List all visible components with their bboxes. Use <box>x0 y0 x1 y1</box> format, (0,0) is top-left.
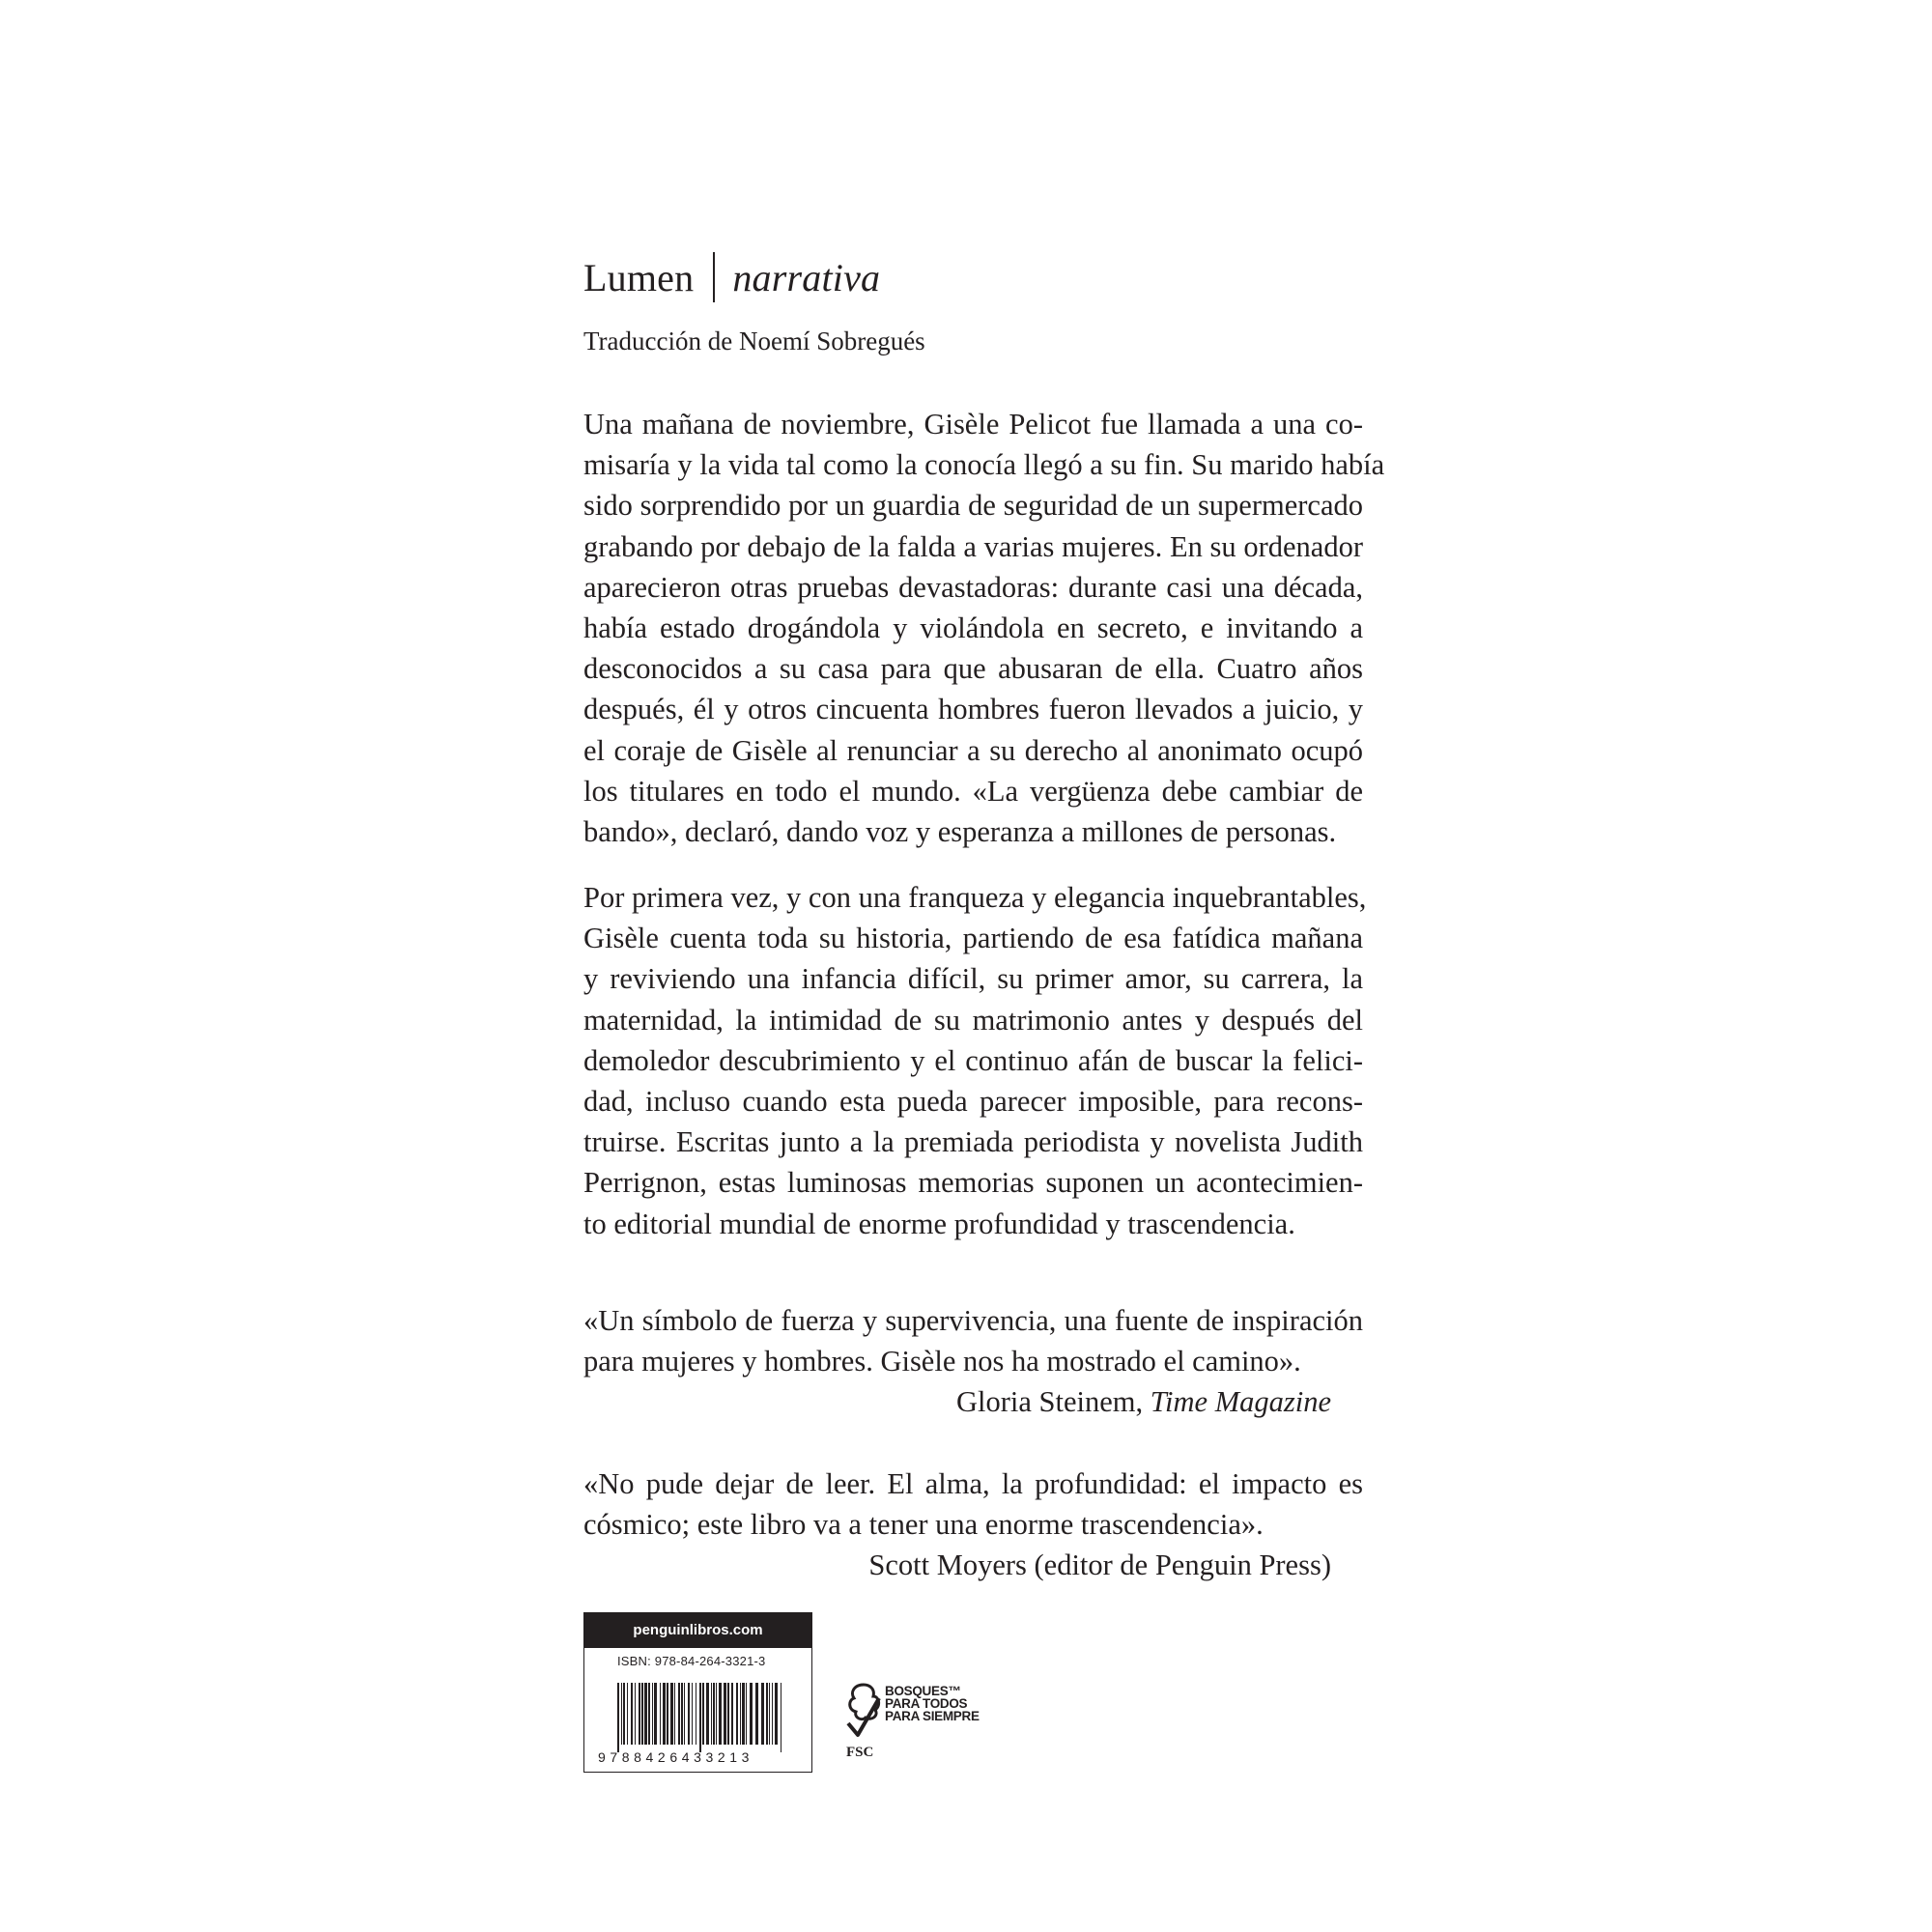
barcode-bar <box>667 1683 668 1745</box>
blurb-line: grabando por debajo de la falda a varias mujeres. En su ordenador <box>583 529 1363 563</box>
publisher-name: Lumen <box>583 255 695 299</box>
barcode-bar <box>742 1683 745 1745</box>
barcode-bar <box>674 1683 675 1745</box>
translator-credit: Traducción de Noemí Sobregués <box>583 327 925 355</box>
barcode-bar <box>750 1683 753 1745</box>
barcode-bar <box>670 1683 673 1745</box>
barcode-graphic <box>584 1613 813 1774</box>
blurb-line: los titulares en todo el mundo. «La vergüenza debe cambiar de <box>583 774 1363 808</box>
fsc-slogan-line: PARA SIEMPRE <box>885 1709 980 1723</box>
blurb-line: Perrignon, estas luminosas memorias suponen un acontecimien- <box>583 1166 1363 1200</box>
blurb-line: y reviviendo una infancia difícil, su primer amor, su carrera, la <box>583 962 1363 996</box>
quote-author: Scott Moyers (editor de Penguin Press) <box>868 1548 1331 1582</box>
barcode-bar <box>641 1683 643 1745</box>
tree-check-icon <box>842 1679 885 1743</box>
barcode-bar <box>702 1683 704 1745</box>
blurb-paragraph-1 <box>583 404 1385 852</box>
blurb-line: misaría y la vida tal como la conocía llegó a su fin. Su marido había <box>583 448 1385 482</box>
quote-source: Time Magazine <box>1150 1385 1331 1419</box>
blurb-line: Una mañana de noviembre, Gisèle Pelicot fue llamada a una co- <box>583 408 1363 440</box>
barcode-bar <box>692 1683 693 1745</box>
publisher-website: penguinlibros.com <box>584 1613 811 1648</box>
blurb-line: dad, incluso cuando esta pueda parecer imposible, para recons- <box>583 1085 1363 1119</box>
blurb-line: maternidad, la intimidad de su matrimonio antes y después del <box>583 1003 1363 1037</box>
barcode-bar <box>617 1683 619 1752</box>
barcode-bar <box>772 1683 773 1745</box>
barcode-bar <box>684 1683 685 1745</box>
barcode-bar <box>681 1683 683 1745</box>
barcode-bar <box>652 1683 653 1745</box>
blurb-paragraph-2 <box>583 877 1367 1244</box>
barcode-bar <box>727 1683 729 1745</box>
quote-line: «Un símbolo de fuerza y supervivencia, una fuente de inspiración <box>583 1304 1363 1337</box>
barcode-bar <box>740 1683 741 1745</box>
barcode-bar <box>731 1683 733 1745</box>
barcode-bar <box>706 1683 709 1745</box>
quote-line: cósmico; este libro va a tener una enorme trascendencia». <box>583 1508 1264 1542</box>
barcode-bar <box>678 1683 680 1745</box>
barcode-bar <box>644 1683 647 1745</box>
barcode-bar <box>724 1683 726 1745</box>
barcode-bar <box>775 1683 778 1745</box>
blurb-line: Gisèle cuenta toda su historia, partiendo de esa fatídica mañana <box>583 922 1363 955</box>
barcode-bar <box>713 1683 715 1745</box>
isbn-label: ISBN: 978-84-264-3321-3 <box>617 1654 766 1668</box>
blurb-line: aparecieron otras pruebas devastadoras: durante casi una década, <box>583 570 1363 604</box>
imprint-logo <box>583 253 880 301</box>
blurb-line: Por primera vez, y con una franqueza y elegancia inquebrantables, <box>583 881 1367 914</box>
barcode-bar <box>635 1683 636 1745</box>
quote-line: «No pude dejar de leer. El alma, la profundidad: el impacto es <box>583 1467 1363 1500</box>
barcode-bar <box>654 1683 657 1745</box>
barcode-bar <box>623 1683 625 1745</box>
barcode-bar <box>719 1683 722 1745</box>
barcode-bar <box>755 1683 758 1745</box>
quote-attribution <box>583 1381 1363 1422</box>
quote-attribution <box>583 1545 1363 1585</box>
fsc-logo <box>842 1679 1007 1766</box>
barcode-bar <box>699 1683 701 1752</box>
isbn-barcode-box <box>583 1612 812 1773</box>
review-quote-2 <box>583 1463 1363 1586</box>
barcode-bar <box>663 1683 666 1745</box>
barcode-digits: 9788426433213 <box>598 1749 754 1765</box>
barcode-bar <box>711 1683 712 1745</box>
barcode-bar <box>621 1683 622 1745</box>
barcode-bar <box>761 1683 764 1745</box>
fsc-label: FSC <box>846 1745 874 1760</box>
barcode-bar <box>688 1683 690 1745</box>
blurb-line: truirse. Escritas junto a la premiada periodista y novelista Judith <box>583 1125 1363 1159</box>
quote-author: Gloria Steinem, <box>956 1385 1144 1419</box>
blurb-line: bando», declaró, dando voz y esperanza a millones de personas. <box>583 815 1337 849</box>
blurb-line: sido sorprendido por un guardia de seguridad de un supermercado <box>583 489 1363 523</box>
blurb-line: el coraje de Gisèle al renunciar a su derecho al anonimato ocupó <box>583 733 1363 767</box>
barcode-bar <box>766 1683 768 1745</box>
barcode-bar <box>746 1683 747 1745</box>
blurb-line: desconocidos a su casa para que abusaran de ella. Cuatro años <box>583 652 1363 686</box>
barcode-bar <box>660 1683 661 1745</box>
collection-name: narrativa <box>732 255 881 299</box>
review-quote-1 <box>583 1300 1363 1423</box>
fsc-slogan-line: PARA TODOS <box>885 1696 968 1711</box>
barcode-bar <box>736 1683 738 1745</box>
barcode-bar <box>639 1683 640 1745</box>
barcode-bar <box>627 1683 628 1745</box>
blurb-line: demoledor descubrimiento y el continuo afán de buscar la felici- <box>583 1043 1363 1077</box>
fsc-slogan <box>885 1685 980 1722</box>
barcode-bar <box>631 1683 633 1745</box>
barcode-bar <box>769 1683 770 1745</box>
blurb-line: había estado drogándola y violándola en secreto, e invitando a <box>583 611 1363 645</box>
quote-line: para mujeres y hombres. Gisèle nos ha mostrado el camino». <box>583 1345 1301 1378</box>
barcode-bar <box>716 1683 717 1745</box>
blurb-line: to editorial mundial de enorme profundidad y trascendencia. <box>583 1207 1295 1240</box>
blurb-line: después, él y otros cincuenta hombres fueron llevados a juicio, y <box>583 693 1363 726</box>
fsc-slogan-line: BOSQUES™ <box>885 1684 961 1698</box>
imprint-divider <box>713 252 715 302</box>
barcode-bar <box>648 1683 650 1745</box>
